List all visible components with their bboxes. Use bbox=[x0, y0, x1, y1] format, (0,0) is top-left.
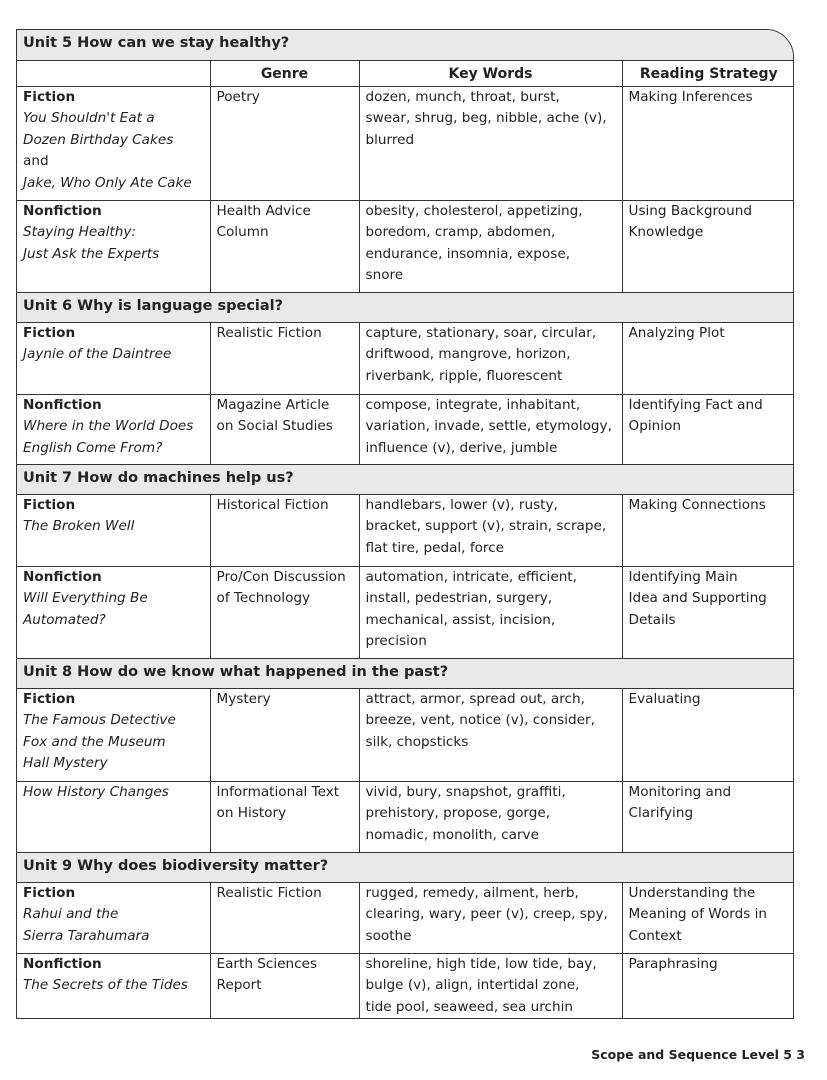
key-words-line: bulge (v), align, intertidal zone, bbox=[365, 977, 580, 993]
table-row bbox=[17, 322, 794, 394]
strategy-line: Context bbox=[628, 927, 682, 944]
strategy-cell bbox=[622, 953, 794, 1019]
key-words-line: vivid, bury, snapshot, graffiti, bbox=[365, 783, 566, 800]
key-words-line: influence (v), derive, jumble bbox=[365, 439, 558, 456]
key-words-line: snore bbox=[365, 267, 404, 283]
key-words-cell bbox=[359, 394, 622, 464]
selection-title-line: Jake, Who Only Ate Cake bbox=[23, 174, 192, 191]
genre-cell bbox=[210, 781, 359, 852]
genre-cell bbox=[210, 688, 359, 781]
genre-cell bbox=[210, 322, 359, 394]
selection-title-line: Automated? bbox=[23, 611, 106, 628]
key-words-cell bbox=[359, 200, 622, 292]
selection-title-line: Where in the World Does bbox=[23, 418, 194, 434]
selection-cell bbox=[17, 953, 210, 1019]
selection-title-line: Fox and the Museum bbox=[23, 733, 166, 750]
genre-cell bbox=[210, 566, 359, 658]
genre-line: Mystery bbox=[216, 690, 271, 707]
strategy-line: Paraphrasing bbox=[628, 955, 718, 972]
key-words-cell bbox=[359, 86, 622, 200]
selection-connector: and bbox=[23, 153, 49, 169]
genre-cell bbox=[210, 200, 359, 292]
key-words-line: silk, chopsticks bbox=[365, 733, 469, 750]
table-row bbox=[17, 953, 794, 1019]
unit-header-row bbox=[17, 658, 794, 688]
selection-title-line: The Broken Well bbox=[23, 518, 135, 534]
genre-cell bbox=[210, 882, 359, 953]
table-row bbox=[17, 86, 794, 200]
selection-type: Nonfiction bbox=[23, 396, 102, 413]
key-words-line: soothe bbox=[365, 927, 412, 944]
key-words-line: boredom, cramp, abdomen, bbox=[365, 224, 556, 240]
genre-cell bbox=[210, 394, 359, 464]
key-words-line: flat tire, pedal, force bbox=[365, 539, 505, 556]
genre-line: Informational Text bbox=[216, 783, 340, 800]
key-words-line: handlebars, lower (v), rusty, bbox=[365, 496, 558, 513]
strategy-cell bbox=[622, 86, 794, 200]
table-row bbox=[17, 781, 794, 852]
key-words-line: breeze, vent, notice (v), consider, bbox=[365, 712, 595, 728]
genre-cell bbox=[210, 953, 359, 1019]
table-row bbox=[17, 394, 794, 464]
genre-line: Health Advice bbox=[216, 202, 311, 219]
key-words-line: automation, intricate, efficient, bbox=[365, 568, 577, 585]
genre-line: Realistic Fiction bbox=[216, 324, 322, 341]
key-words-line: bracket, support (v), strain, scrape, bbox=[365, 518, 607, 534]
strategy-cell bbox=[622, 200, 794, 292]
genre-line: Column bbox=[216, 224, 269, 240]
selection-cell bbox=[17, 394, 210, 464]
genre-line: on History bbox=[216, 805, 287, 821]
selection-cell bbox=[17, 882, 210, 953]
strategy-line: Details bbox=[628, 611, 676, 628]
selection-type: Fiction bbox=[23, 324, 76, 341]
strategy-cell bbox=[622, 322, 794, 394]
key-words-cell bbox=[359, 781, 622, 852]
key-words-cell bbox=[359, 494, 622, 566]
key-words-line: driftwood, mangrove, horizon, bbox=[365, 346, 571, 362]
strategy-cell bbox=[622, 781, 794, 852]
selection-title-line: The Famous Detective bbox=[23, 712, 176, 728]
selection-title-line: The Secrets of the Tides bbox=[23, 977, 188, 993]
key-words-line: tide pool, seaweed, sea urchin bbox=[365, 998, 573, 1015]
key-words-line: capture, stationary, soar, circular, bbox=[365, 324, 597, 341]
strategy-cell bbox=[622, 566, 794, 658]
col-header-reading-strategy: Reading Strategy bbox=[622, 60, 794, 86]
selection-type: Fiction bbox=[23, 884, 76, 901]
unit-title: Unit 9 Why does biodiversity matter? bbox=[17, 852, 794, 882]
key-words-line: dozen, munch, throat, burst, bbox=[365, 88, 560, 105]
selection-title-line: English Come From? bbox=[23, 439, 163, 456]
selection-title-line: How History Changes bbox=[23, 783, 169, 800]
genre-line: Pro/Con Discussion bbox=[216, 568, 346, 585]
strategy-cell bbox=[622, 882, 794, 953]
selection-title-line: Jaynie of the Daintree bbox=[23, 346, 172, 362]
selection-title-line: Just Ask the Experts bbox=[23, 245, 160, 262]
genre-line: Realistic Fiction bbox=[216, 884, 322, 901]
key-words-line: mechanical, assist, incision, bbox=[365, 611, 556, 628]
strategy-line: Using Background bbox=[628, 202, 752, 219]
strategy-cell bbox=[622, 688, 794, 781]
table-row bbox=[17, 688, 794, 781]
key-words-line: endurance, insomnia, expose, bbox=[365, 245, 571, 262]
unit-header-row bbox=[17, 852, 794, 882]
selection-title-line: Will Everything Be bbox=[23, 590, 148, 606]
unit-header-row bbox=[17, 30, 794, 60]
scope-sequence-sheet bbox=[16, 29, 794, 1019]
selection-title-line: Rahui and the bbox=[23, 906, 119, 922]
key-words-cell bbox=[359, 322, 622, 394]
key-words-line: nomadic, monolith, carve bbox=[365, 826, 539, 843]
strategy-line: Identifying Main bbox=[628, 568, 738, 585]
selection-cell bbox=[17, 494, 210, 566]
key-words-line: install, pedestrian, surgery, bbox=[365, 590, 553, 606]
key-words-line: variation, invade, settle, etymology, bbox=[365, 418, 612, 434]
strategy-cell bbox=[622, 394, 794, 464]
key-words-line: prehistory, propose, gorge, bbox=[365, 805, 551, 821]
key-words-line: swear, shrug, beg, nibble, ache (v), bbox=[365, 110, 607, 126]
selection-type: Fiction bbox=[23, 496, 76, 513]
strategy-line: Making Connections bbox=[628, 496, 766, 513]
key-words-line: precision bbox=[365, 633, 427, 649]
selection-type: Fiction bbox=[23, 88, 76, 105]
strategy-line: Monitoring and bbox=[628, 783, 732, 800]
selection-title-line: Sierra Tarahumara bbox=[23, 927, 150, 944]
unit-title: Unit 5 How can we stay healthy? bbox=[17, 30, 794, 60]
col-header-genre: Genre bbox=[210, 60, 359, 86]
genre-line: Magazine Article bbox=[216, 396, 330, 413]
selection-title-line: Staying Healthy: bbox=[23, 224, 136, 240]
selection-cell bbox=[17, 566, 210, 658]
key-words-line: blurred bbox=[365, 131, 415, 148]
strategy-line: Analyzing Plot bbox=[628, 324, 725, 341]
key-words-cell bbox=[359, 953, 622, 1019]
key-words-line: shoreline, high tide, low tide, bay, bbox=[365, 955, 597, 972]
key-words-line: compose, integrate, inhabitant, bbox=[365, 396, 581, 413]
selection-cell bbox=[17, 781, 210, 852]
strategy-line: Identifying Fact and bbox=[628, 396, 763, 413]
unit-header-row bbox=[17, 292, 794, 322]
strategy-line: Opinion bbox=[628, 418, 681, 434]
scope-sequence-table bbox=[17, 30, 794, 1019]
selection-type: Nonfiction bbox=[23, 568, 102, 585]
key-words-line: clearing, wary, peer (v), creep, spy, bbox=[365, 906, 608, 922]
selection-title-line: You Shouldn't Eat a bbox=[23, 110, 155, 126]
genre-line: Poetry bbox=[216, 88, 260, 105]
key-words-line: riverbank, ripple, fluorescent bbox=[365, 367, 563, 384]
genre-line: on Social Studies bbox=[216, 418, 333, 434]
selection-cell bbox=[17, 322, 210, 394]
key-words-cell bbox=[359, 566, 622, 658]
unit-title: Unit 6 Why is language special? bbox=[17, 292, 794, 322]
strategy-line: Making Inferences bbox=[628, 88, 753, 105]
genre-cell bbox=[210, 86, 359, 200]
genre-cell bbox=[210, 494, 359, 566]
selection-cell bbox=[17, 86, 210, 200]
table-row bbox=[17, 200, 794, 292]
key-words-cell bbox=[359, 688, 622, 781]
column-header-row bbox=[17, 60, 794, 86]
selection-title-line: Hall Mystery bbox=[23, 755, 108, 771]
strategy-line: Knowledge bbox=[628, 224, 704, 240]
unit-header-row bbox=[17, 464, 794, 494]
unit-title: Unit 8 How do we know what happened in the past? bbox=[17, 658, 794, 688]
genre-line: Earth Sciences bbox=[216, 955, 318, 972]
unit-title: Unit 7 How do machines help us? bbox=[17, 464, 794, 494]
selection-title-line: Dozen Birthday Cakes bbox=[23, 131, 174, 148]
strategy-line: Clarifying bbox=[628, 805, 694, 821]
genre-line: Historical Fiction bbox=[216, 496, 329, 513]
strategy-line: Evaluating bbox=[628, 690, 701, 707]
selection-type: Nonfiction bbox=[23, 955, 102, 972]
genre-line: Report bbox=[216, 977, 262, 993]
genre-line: of Technology bbox=[216, 590, 311, 606]
selection-cell bbox=[17, 200, 210, 292]
selection-type: Fiction bbox=[23, 690, 76, 707]
col-header-title bbox=[17, 60, 210, 86]
strategy-line: Idea and Supporting bbox=[628, 590, 767, 606]
selection-type: Nonfiction bbox=[23, 202, 102, 219]
strategy-cell bbox=[622, 494, 794, 566]
strategy-line: Understanding the bbox=[628, 884, 756, 901]
table-row bbox=[17, 882, 794, 953]
key-words-line: rugged, remedy, ailment, herb, bbox=[365, 884, 579, 901]
page-footer: Scope and Sequence Level 5 3 bbox=[591, 1047, 805, 1062]
table-row bbox=[17, 494, 794, 566]
col-header-key-words: Key Words bbox=[359, 60, 622, 86]
key-words-cell bbox=[359, 882, 622, 953]
strategy-line: Meaning of Words in bbox=[628, 906, 768, 922]
key-words-line: obesity, cholesterol, appetizing, bbox=[365, 202, 583, 219]
table-row bbox=[17, 566, 794, 658]
selection-cell bbox=[17, 688, 210, 781]
key-words-line: attract, armor, spread out, arch, bbox=[365, 690, 585, 707]
